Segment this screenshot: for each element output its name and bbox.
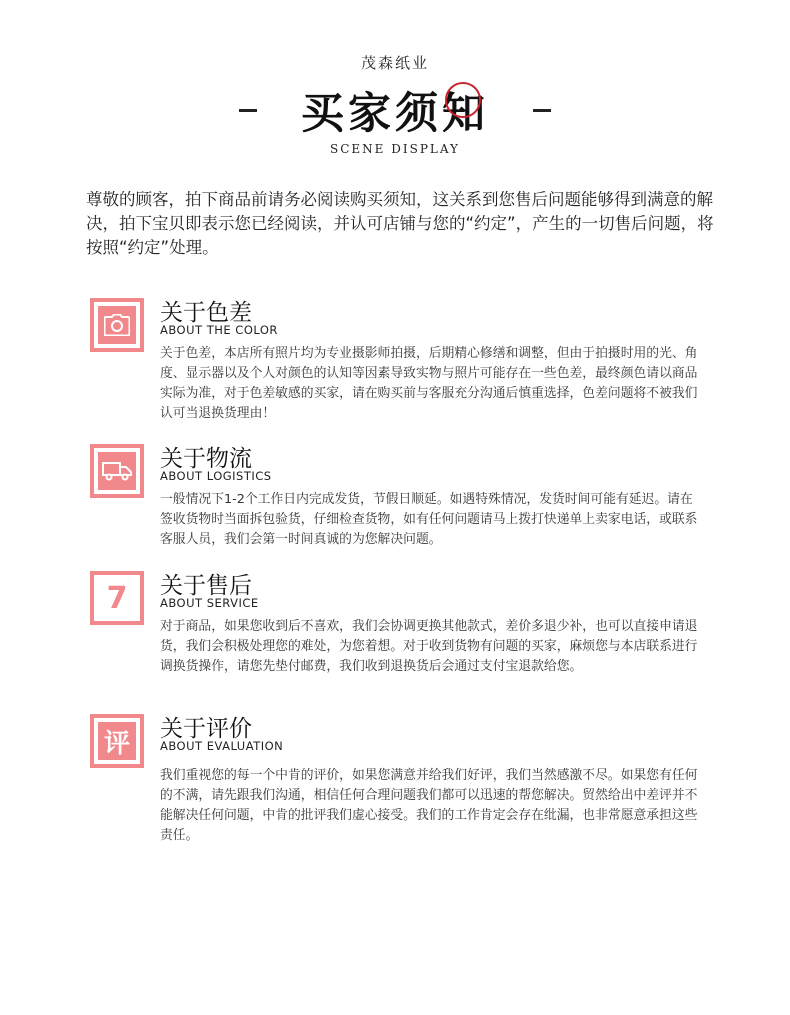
section-subtitle: ABOUT SERVICE	[160, 596, 259, 610]
review-icon-box	[90, 714, 144, 768]
stamp-circle-icon	[445, 82, 481, 118]
page-subtitle: SCENE DISPLAY	[330, 142, 460, 156]
intro-text: 尊敬的顾客，拍下商品前请务必阅读购买须知，这关系到您售后问题能够得到满意的解决，拍下宝贝即表示您已经阅读，并认可店铺与您的“约定”，产生的一切售后问题，将按照“约定”处理。	[86, 190, 714, 257]
section-title: 关于色差	[160, 300, 252, 326]
camera-icon-box	[90, 298, 144, 352]
review-icon: 评	[98, 722, 136, 760]
section-body: 关于色差，本店所有照片均为专业摄影师拍摄，后期精心修缮和调整，但由于拍摄时用的光、角度、显示器以及个人对颜色的认知等因素导致实物与照片可能存在一些色差，最终颜色请以商品实际为准，对于色差敏感的买家，请在购买前与客服充分沟通后慎重选择，色差问题将不被我们认可当退换货理由！	[160, 346, 698, 421]
section-subtitle: ABOUT EVALUATION	[160, 739, 284, 753]
title-dash-left	[239, 109, 257, 112]
truck-icon-box	[90, 444, 144, 498]
title-row	[0, 80, 790, 140]
section-title: 关于评价	[160, 716, 252, 742]
page-title-text: 买家须知	[301, 88, 489, 139]
section-title: 关于物流	[160, 446, 252, 472]
section-title: 关于售后	[160, 573, 252, 599]
section-subtitle: ABOUT THE COLOR	[160, 323, 278, 337]
page-title	[301, 80, 489, 141]
section-body: 对于商品，如果您收到后不喜欢，我们会协调更换其他款式，差价多退少补，也可以直接申请退货，我们会积极处理您的难处，为您着想。对于收到货物有问题的买家，麻烦您与本店联系进行调换货操作，请您先垫付邮费，我们收到退换货后会通过支付宝退款给您。	[160, 619, 698, 674]
seven-day-icon: 7	[98, 579, 136, 617]
section-subtitle: ABOUT LOGISTICS	[160, 469, 272, 483]
section-body: 一般情况下1-2个工作日内完成发货，节假日顺延。如遇特殊情况，发货时间可能有延迟。请在签收货物时当面拆包验货，仔细检查货物，如有任何问题请马上拨打快递单上卖家电话，或联系客服人员，我们会第一时间真诚的为您解决问题。	[160, 492, 698, 547]
camera-icon	[98, 306, 136, 344]
brand-name: 茂森纸业	[360, 54, 429, 72]
truck-icon	[98, 452, 136, 490]
title-dash-right	[533, 109, 551, 112]
seven-day-icon-box	[90, 571, 144, 625]
section-body: 我们重视您的每一个中肯的评价，如果您满意并给我们好评，我们当然感激不尽。如果您有任何的不满，请先跟我们沟通，相信任何合理问题我们都可以迅速的帮您解决。贸然给出中差评并不能解决任何问题，中肯的批评我们虚心接受。我们的工作肯定会存在纰漏，也非常愿意承担这些责任。	[160, 768, 698, 843]
